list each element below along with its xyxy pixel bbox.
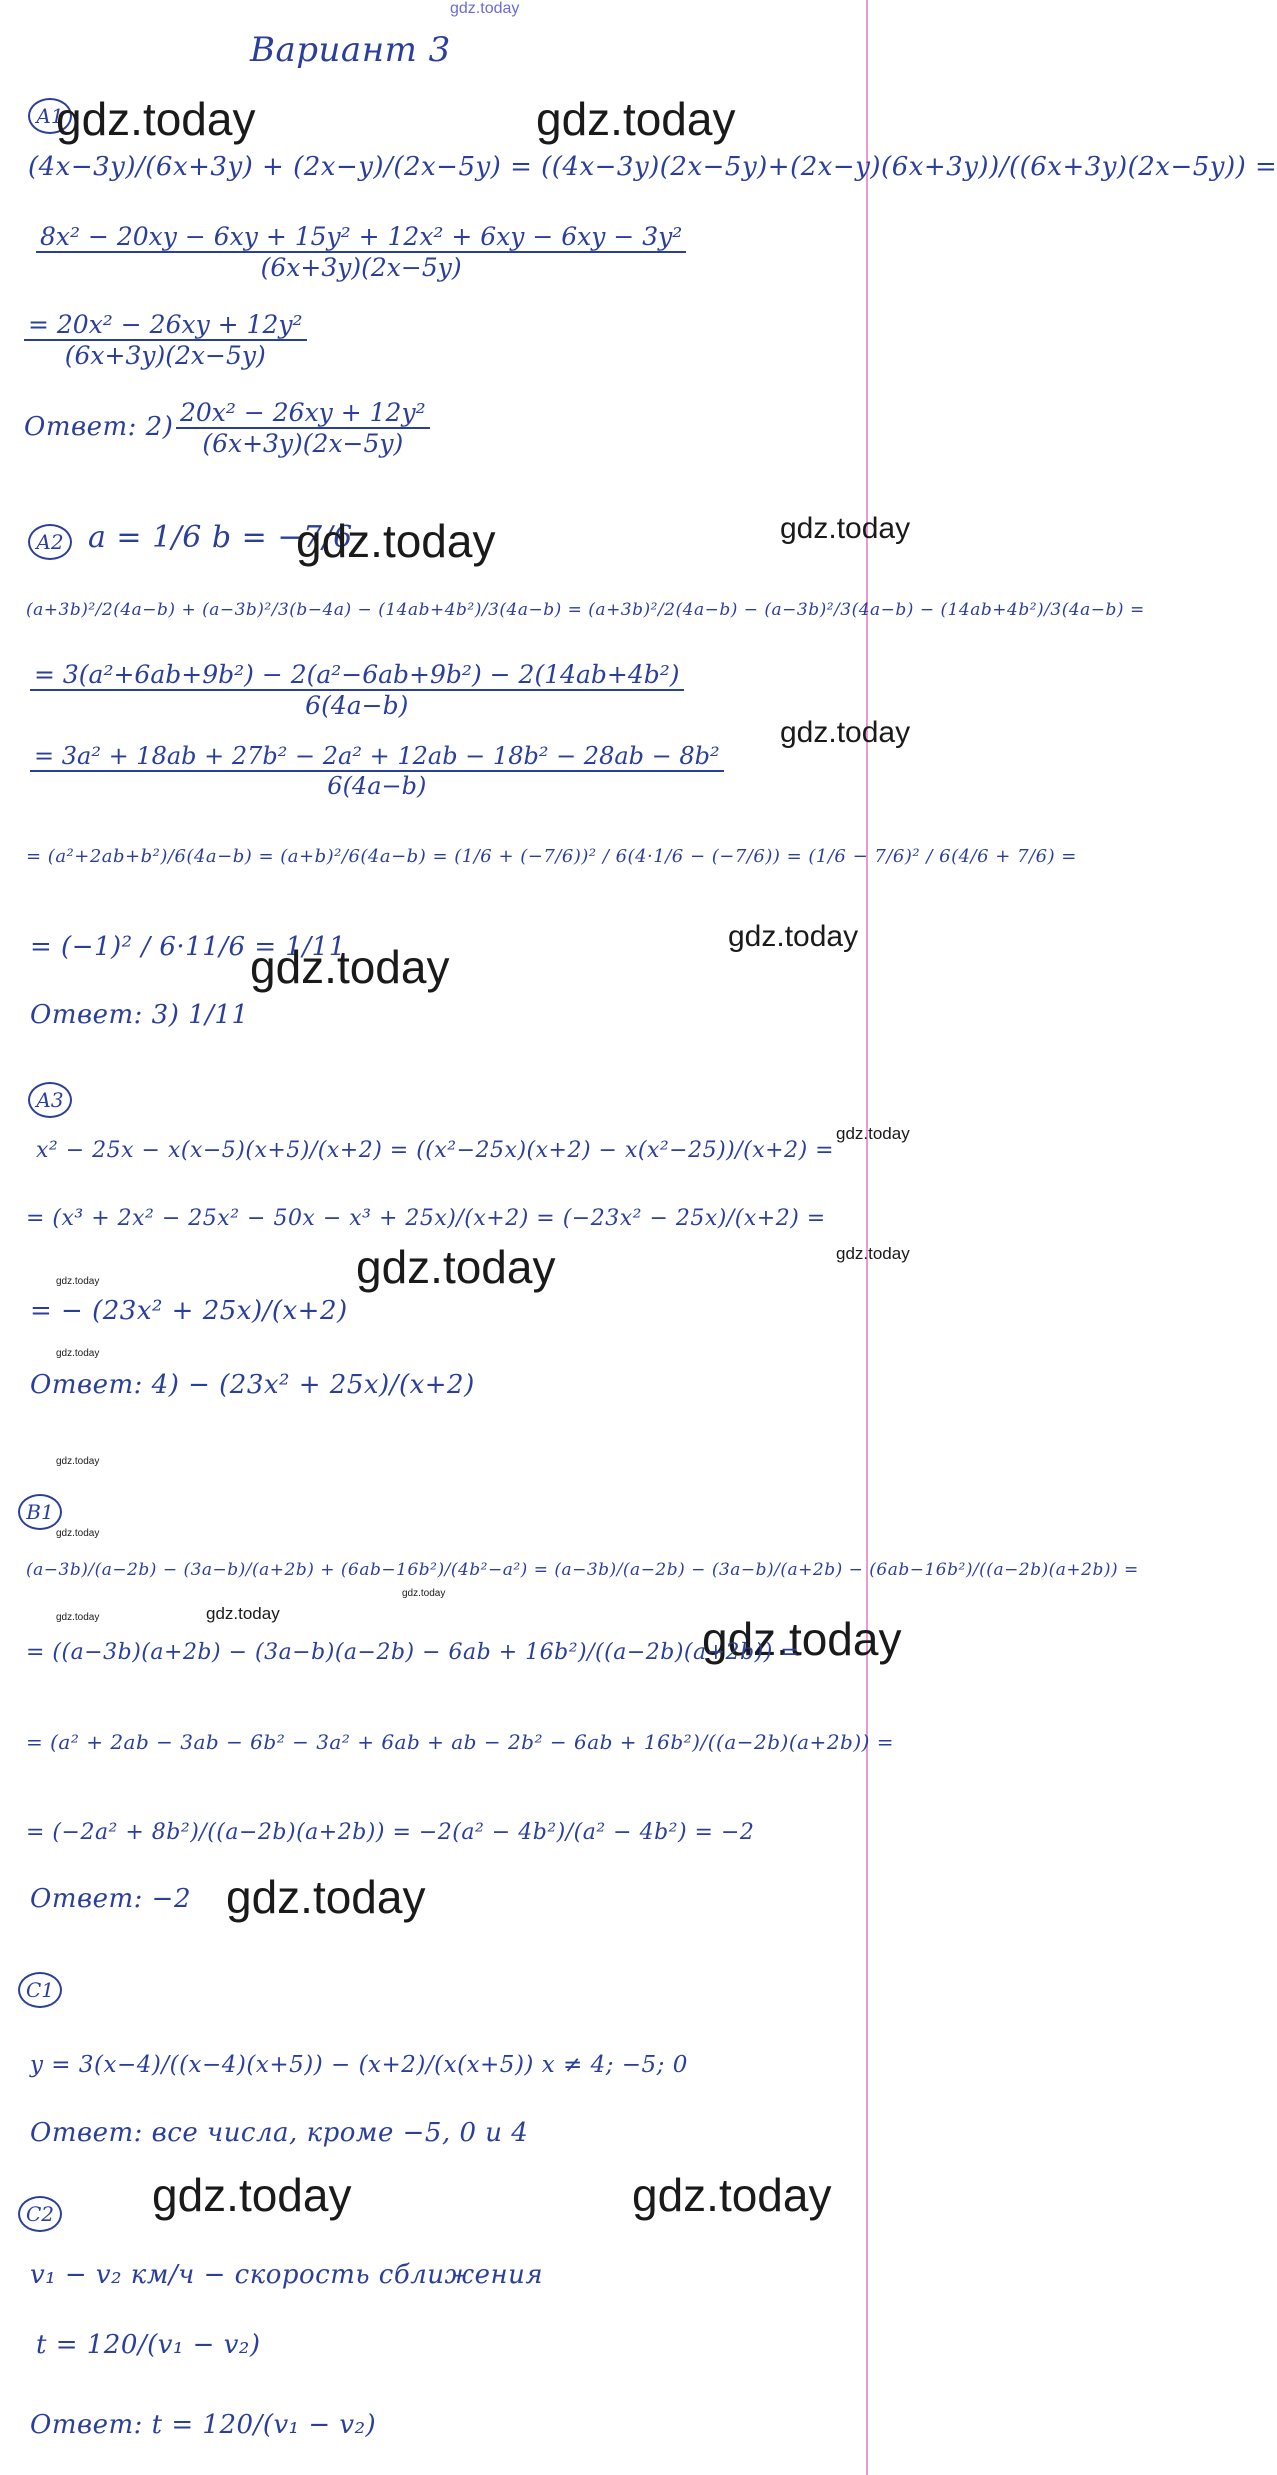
watermark: gdz.today	[250, 941, 450, 993]
a1-line2-num: 8x² − 20xy − 6xy + 15y² + 12x² + 6xy − 6xy − 3y²	[36, 222, 686, 253]
b1-line1: (a−3b)/(a−2b) − (3a−b)/(a+2b) + (6ab−16b²)/(4b²−a²) = (a−3b)/(a−2b) − (3a−b)/(a+2b) − (6ab−16b²)/((a−2b)(a+2b)) =	[26, 1560, 1139, 1580]
watermark: gdz.today	[402, 1588, 446, 1599]
watermark: gdz.today	[296, 515, 496, 567]
a1-line3-fraction	[24, 310, 307, 370]
variant-title: Вариант 3	[250, 30, 451, 70]
a2-given: a = 1/6 b = −7/6	[88, 520, 353, 555]
watermark: gdz.today	[56, 93, 256, 145]
a2-line3-den: 6(4a−b)	[327, 772, 427, 800]
a3-line3: = − (23x² + 25x)/(x+2)	[30, 1296, 348, 1326]
a1-line1: (4x−3y)/(6x+3y) + (2x−y)/(2x−5y) = ((4x−3y)(2x−5y)+(2x−y)(6x+3y))/((6x+3y)(2x−5y)) =	[28, 152, 1277, 182]
a2-line1: (a+3b)²/2(4a−b) + (a−3b)²/3(b−4a) − (14ab+4b²)/3(4a−b) = (a+3b)²/2(4a−b) − (a−3b)²/3(4a−b) − (14ab+4b²)/3(4a−b) =	[26, 600, 1145, 620]
watermark: gdz.today	[836, 1124, 910, 1143]
a2-answer: Ответ: 3) 1/11	[30, 1000, 249, 1030]
c1-line1: y = 3(x−4)/((x−4)(x+5)) − (x+2)/(x(x+5)) x ≠ 4; −5; 0	[30, 2052, 688, 2078]
watermark: gdz.today	[56, 1612, 100, 1623]
a3-line1: x² − 25x − x(x−5)(x+5)/(x+2) = ((x²−25x)(x+2) − x(x²−25))/(x+2) =	[36, 1138, 835, 1163]
task-label-a3: A3	[28, 1082, 72, 1118]
watermark: gdz.today	[728, 920, 859, 953]
b1-answer: Ответ: −2	[30, 1884, 191, 1914]
b1-line4: = (−2a² + 8b²)/((a−2b)(a+2b)) = −2(a² − 4b²)/(a² − 4b²) = −2	[26, 1820, 755, 1845]
watermark: gdz.today	[632, 2169, 832, 2221]
a2-line4: = (a²+2ab+b²)/6(4a−b) = (a+b)²/6(4a−b) = (1/6 + (−7/6))² / 6(4·1/6 − (−7/6)) = (1/6 − 7/6)² / 6(4/6 + 7/6) =	[26, 846, 1077, 867]
a2-line3-num: = 3a² + 18ab + 27b² − 2a² + 12ab − 18b² − 28ab − 8b²	[30, 742, 724, 772]
watermark: gdz.today	[56, 1456, 100, 1467]
task-label-a1: A1	[28, 98, 72, 134]
c2-answer: Ответ: t = 120/(v₁ − v₂)	[30, 2410, 377, 2440]
watermark: gdz.today	[702, 1613, 902, 1665]
c2-line2: t = 120/(v₁ − v₂)	[36, 2330, 261, 2360]
b1-line3: = (a² + 2ab − 3ab − 6b² − 3a² + 6ab + ab − 2b² − 6ab + 16b²)/((a−2b)(a+2b)) =	[26, 1730, 895, 1754]
a2-line2-fraction	[30, 660, 684, 720]
task-label-c2: C2	[18, 2196, 62, 2232]
a2-line5: = (−1)² / 6·11/6 = 1/11	[30, 932, 346, 962]
a1-line3-num: = 20x² − 26xy + 12y²	[24, 310, 307, 341]
notebook-margin-line	[866, 0, 868, 2475]
b1-line2: = ((a−3b)(a+2b) − (3a−b)(a−2b) − 6ab + 16b²)/((a−2b)(a+2b)) =	[26, 1640, 800, 1665]
watermark: gdz.today	[836, 1244, 910, 1263]
site-header: gdz.today	[450, 0, 520, 17]
a1-answer-fraction	[176, 398, 430, 458]
a1-line2-fraction	[36, 222, 686, 282]
watermark: gdz.today	[206, 1604, 280, 1623]
task-label-b1: B1	[18, 1494, 62, 1530]
watermark: gdz.today	[356, 1241, 556, 1293]
watermark: gdz.today	[226, 1871, 426, 1923]
a2-line2-den: 6(4a−b)	[305, 691, 409, 720]
task-label-a2: A2	[28, 524, 72, 560]
a3-line2: = (x³ + 2x² − 25x² − 50x − x³ + 25x)/(x+2) = (−23x² − 25x)/(x+2) =	[26, 1206, 826, 1231]
c1-answer: Ответ: все числа, кроме −5, 0 и 4	[30, 2118, 529, 2148]
c2-line1: v₁ − v₂ км/ч − скорость сближения	[30, 2260, 544, 2290]
a1-answer-prefix: Ответ: 2)	[24, 412, 174, 442]
a1-answer-num: 20x² − 26xy + 12y²	[176, 398, 430, 429]
watermark: gdz.today	[56, 1348, 100, 1359]
watermark: gdz.today	[780, 716, 911, 749]
a3-answer: Ответ: 4) − (23x² + 25x)/(x+2)	[30, 1370, 475, 1400]
a2-line3-fraction	[30, 742, 724, 800]
a1-line3-den: (6x+3y)(2x−5y)	[64, 341, 266, 370]
a1-line2-den: (6x+3y)(2x−5y)	[260, 253, 462, 282]
watermark: gdz.today	[536, 93, 736, 145]
watermark: gdz.today	[152, 2169, 352, 2221]
watermark: gdz.today	[56, 1528, 100, 1539]
a1-answer-den: (6x+3y)(2x−5y)	[202, 429, 404, 458]
a2-line2-num: = 3(a²+6ab+9b²) − 2(a²−6ab+9b²) − 2(14ab+4b²)	[30, 660, 684, 691]
task-label-c1: C1	[18, 1972, 62, 2008]
watermark: gdz.today	[56, 1276, 100, 1287]
watermark: gdz.today	[780, 512, 911, 545]
